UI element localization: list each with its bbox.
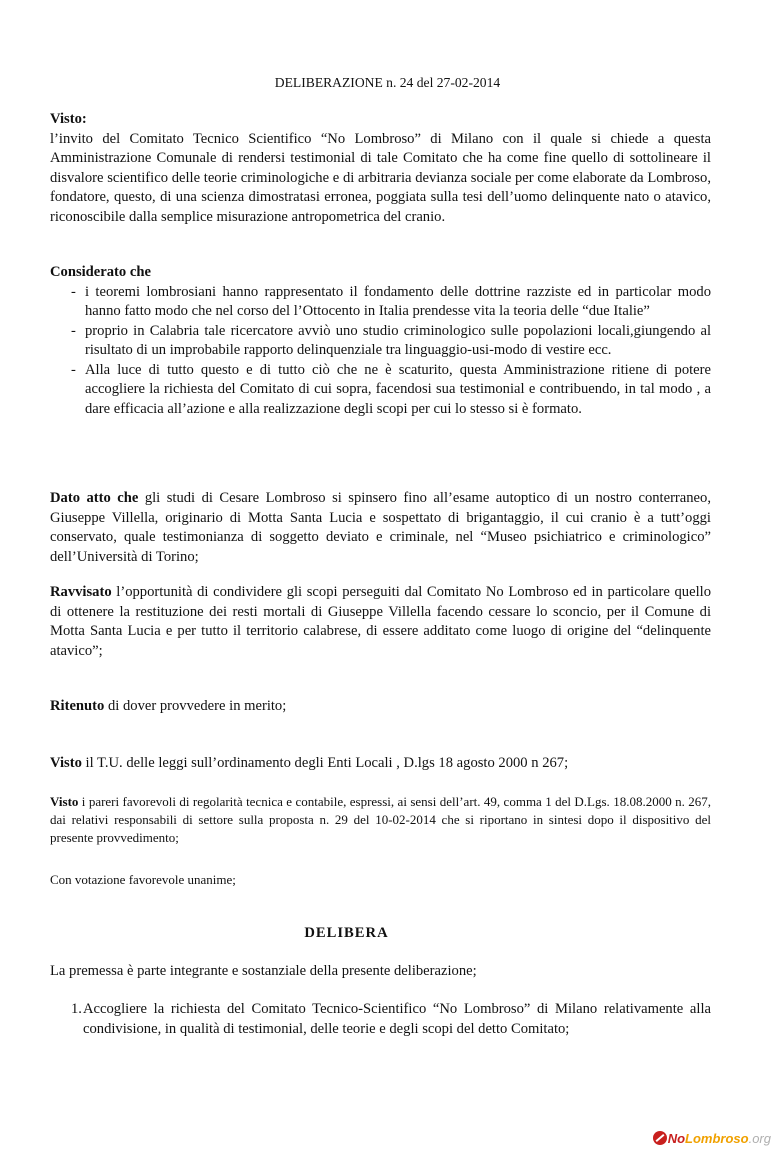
section-heading-considerato: Considerato che bbox=[50, 264, 151, 280]
section-premessa bbox=[50, 962, 711, 982]
text-visto-tu: il T.U. delle leggi sull’ordinamento degli Enti Locali , D.lgs 18 agosto 2000 n 267; bbox=[81, 755, 569, 771]
paragraph-ritenuto bbox=[50, 697, 711, 717]
watermark-name: Lombroso bbox=[685, 1130, 749, 1146]
section-votazione bbox=[50, 871, 711, 889]
paragraph-votazione: Con votazione favorevole unanime; bbox=[50, 872, 236, 887]
list-item-text: proprio in Calabria tale ricercatore avviò uno studio criminologico sulle popolazioni locali,giungendo al risultato di un improbabile rapporto delinquenziale tra linguaggio-usi-modo di vestire ecc. bbox=[85, 322, 711, 358]
dash-bullet: - bbox=[71, 283, 76, 300]
section-visto-tu bbox=[50, 754, 711, 774]
section-visto-pareri bbox=[50, 793, 711, 847]
paragraph-ravvisato bbox=[50, 583, 711, 661]
section-decisions bbox=[50, 1000, 711, 1039]
text-visto-pareri: i pareri favorevoli di regolarità tecnica e contabile, espressi, ai sensi dell’art. 49, comma 1 del D.Lgs. 18.08.2000 n. 267, dai relativi responsabili di settore sulla proposta n. 29 del 10-02-2014 che si riportano in sintesi dopo il dispositivo del presente provvedimento; bbox=[50, 794, 711, 845]
section-ritenuto bbox=[50, 697, 711, 717]
section-text-visto: l’invito del Comitato Tecnico Scientifico “No Lombroso” di Milano con il quale si chiede a questa Amministrazione Comunale di rendersi testimonial di tale Comitato che ha come fine quello di sottolineare il disvalore scientifico delle teorie criminologiche e di arbitraria devianza sociale per come elaborate da Lombroso, fondatore, questo, di una scienza dimostratasi erronea, poggiata sulla tesi dell’uomo delinquente nato o atavico, riconoscibile dalla semplice misurazione antropometrica del cranio. bbox=[50, 130, 711, 225]
text-ritenuto: di dover provvedere in merito; bbox=[104, 698, 287, 714]
watermark-no: No bbox=[667, 1130, 686, 1146]
text-dato-atto: gli studi di Cesare Lombroso si spinsero fino all’esame autoptico di un nostro conterraneo, Giuseppe Villella, originario di Motta Santa Lucia e sospettato di brigantaggio, il cui cranio è a tutt’oggi conservato, quale testimonianza di soggetto deviato e criminale, nel “Museo psichiatrico e criminologico” dell’Università di Torino; bbox=[50, 490, 711, 565]
list-item bbox=[50, 283, 711, 322]
no-sign-icon bbox=[653, 1131, 667, 1145]
list-item-text: Alla luce di tutto questo e di tutto ciò che ne è scaturito, questa Amministrazione ritiene di potere accogliere la richiesta del Comitato di cui sopra, facendosi sua testimonial e contribuendo, in tal modo , a dare efficacia all’azione e alla realizzazione degli scopi per cui lo stesso si è formato. bbox=[85, 361, 711, 417]
lead-visto-pareri: Visto bbox=[50, 794, 79, 809]
list-item bbox=[50, 1000, 711, 1039]
lead-dato-atto: Dato atto che bbox=[50, 490, 139, 506]
lead-ritenuto: Ritenuto bbox=[50, 698, 105, 714]
section-ravvisato bbox=[50, 583, 711, 661]
decisions-list bbox=[50, 1000, 711, 1039]
list-item-text: i teoremi lombrosiani hanno rappresentato il fondamento delle dottrine razziste ed in particolar modo hanno fatto modo che nel corso del l’Ottocento in Italia prendesse vita la teoria delle “due Italie” bbox=[85, 283, 711, 319]
list-item bbox=[50, 322, 711, 361]
section-heading-visto: Visto: bbox=[50, 111, 87, 127]
watermark-tld: .org bbox=[748, 1130, 771, 1146]
considerato-list bbox=[50, 283, 711, 420]
paragraph-premessa: La premessa è parte integrante e sostanziale della presente deliberazione; bbox=[50, 963, 477, 979]
section-considerato bbox=[50, 263, 711, 419]
dash-bullet: - bbox=[71, 322, 76, 339]
dash-bullet: - bbox=[71, 361, 76, 378]
nolombroso-watermark bbox=[653, 1129, 771, 1147]
delibera-heading: DELIBERA bbox=[304, 925, 389, 941]
section-visto bbox=[50, 110, 711, 227]
text-ravvisato: l’opportunità di condividere gli scopi perseguiti dal Comitato No Lombroso ed in particolare quello di ottenere la restituzione dei resti mortali di Giuseppe Villella facendo cessare lo sconcio, per il Comune di Motta Santa Lucia e per tutto il territorio calabrese, di essere additato come luogo di origine del “delinquente atavico”; bbox=[50, 584, 711, 659]
list-number: 1. bbox=[71, 1001, 82, 1017]
lead-ravvisato: Ravvisato bbox=[50, 584, 112, 600]
lead-visto-tu: Visto bbox=[50, 755, 82, 771]
section-dato-atto bbox=[50, 489, 711, 567]
document-title: DELIBERAZIONE n. 24 del 27-02-2014 bbox=[274, 75, 501, 90]
paragraph-visto-pareri bbox=[50, 793, 711, 847]
paragraph-dato-atto bbox=[50, 489, 711, 567]
paragraph-visto-tu bbox=[50, 754, 711, 774]
list-item bbox=[50, 361, 711, 420]
list-item-text: Accogliere la richiesta del Comitato Tecnico-Scientifico “No Lombroso” di Milano relativamente alla condivisione, in qualità di testimonial, delle teorie e degli scopi del detto Comitato; bbox=[83, 1001, 711, 1037]
